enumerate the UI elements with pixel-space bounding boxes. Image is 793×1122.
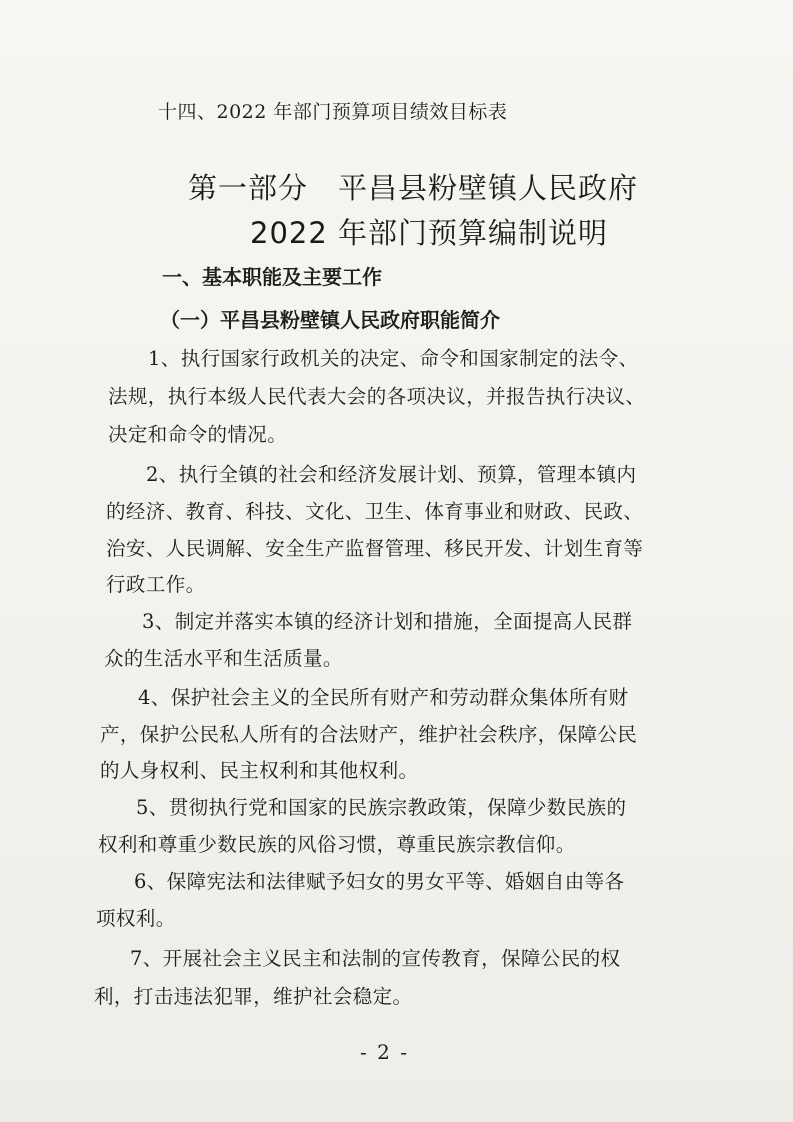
paragraph-6-line-1: 6、保障宪法和法律赋予妇女的男女平等、婚姻自由等各	[134, 870, 625, 893]
paragraph-1-line-2: 法规，执行本级人民代表大会的各项决议，并报告执行决议、	[108, 385, 646, 408]
paragraph-6-line-2: 项权利。	[96, 907, 176, 930]
paragraph-2-line-4: 行政工作。	[106, 573, 206, 596]
page-number: - 2 -	[360, 1040, 409, 1064]
paragraph-1-line-3: 决定和命令的情况。	[108, 423, 288, 446]
paragraph-2-line-1: 2、执行全镇的社会和经济发展计划、预算，管理本镇内	[146, 463, 637, 486]
paragraph-3-line-1: 3、制定并落实本镇的经济计划和措施，全面提高人民群	[142, 610, 633, 633]
document-title-line-1: 第一部分 平昌县粉壁镇人民政府	[188, 171, 639, 205]
paragraph-3-line-2: 众的生活水平和生活质量。	[104, 647, 343, 670]
subsection-heading: （一）平昌县粉壁镇人民政府职能简介	[160, 308, 500, 332]
section-heading: 一、基本职能及主要工作	[162, 265, 382, 289]
paragraph-7-line-1: 7、开展社会主义民主和法制的宣传教育，保障公民的权	[130, 947, 621, 970]
paragraph-4-line-2: 产，保护公民私人所有的合法财产，维护社会秩序，保障公民	[100, 723, 638, 746]
paragraph-5-line-1: 5、贯彻执行党和国家的民族宗教政策，保障少数民族的	[136, 796, 627, 819]
paragraph-4-line-3: 的人身权利、民主权利和其他权利。	[100, 759, 419, 782]
paragraph-2-line-3: 治安、人民调解、安全生产监督管理、移民开发、计划生育等	[106, 537, 644, 560]
paragraph-2-line-2: 的经济、教育、科技、文化、卫生、体育事业和财政、民政、	[106, 500, 644, 523]
toc-line: 十四、2022 年部门预算项目绩效目标表	[158, 101, 508, 123]
paragraph-4-line-1: 4、保护社会主义的全民所有财产和劳动群众集体所有财	[138, 686, 629, 709]
paragraph-1-line-1: 1、执行国家行政机关的决定、命令和国家制定的法令、	[148, 347, 639, 370]
paragraph-5-line-2: 权利和尊重少数民族的风俗习惯，尊重民族宗教信仰。	[98, 833, 576, 856]
paragraph-7-line-2: 利，打击违法犯罪，维护社会稳定。	[94, 985, 413, 1008]
document-title-line-2: 2022 年部门预算编制说明	[250, 216, 609, 250]
